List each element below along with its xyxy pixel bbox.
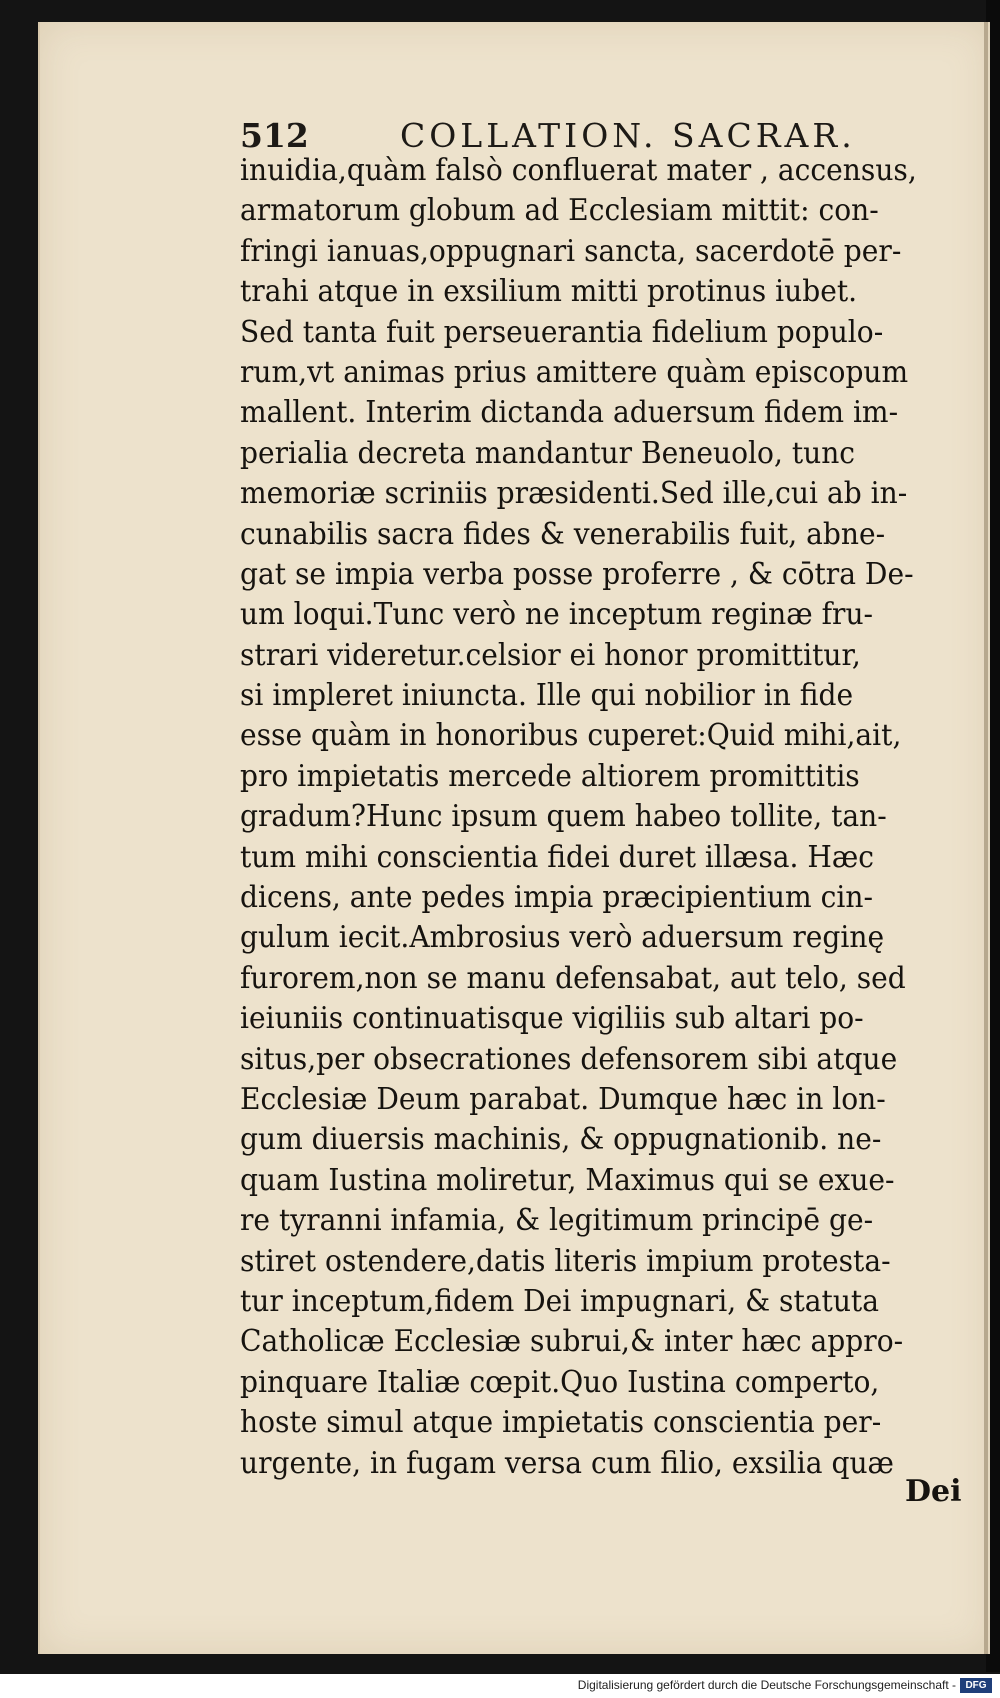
running-title: COLLATION. SACRAR. <box>400 116 856 155</box>
text-line: Ecclesiæ Deum parabat. Dumque hæc in lon- <box>240 1081 886 1116</box>
text-line: gulum iecit.Ambrosius verò aduersum reginę <box>240 920 885 955</box>
text-line: pro impietatis mercede altiorem promittitis <box>240 758 860 793</box>
text-line: strari videretur.celsior ei honor promittitur, <box>240 637 861 672</box>
text-line: memoriæ scriniis præsidenti.Sed ille,cui ab in- <box>240 476 908 511</box>
text-line: gradum?Hunc ipsum quem habeo tollite, tan- <box>240 799 887 834</box>
text-line: ieiuniis continuatisque vigiliis sub altari po- <box>240 1001 864 1036</box>
text-line: esse quàm in honoribus cuperet:Quid mihi,ait, <box>240 718 902 753</box>
page-edge <box>984 22 988 1654</box>
text-line: mallent. Interim dictanda aduersum fidem im- <box>240 395 899 430</box>
text-line: gat se impia verba posse proferre , & cōtra De- <box>240 556 914 591</box>
text-line: perialia decreta mandantur Beneuolo, tunc <box>240 435 856 470</box>
text-line: tur inceptum,fidem Dei impugnari, & statuta <box>240 1283 879 1318</box>
text-line: cunabilis sacra fides & venerabilis fuit, abne- <box>240 516 886 551</box>
page-number: 512 <box>240 116 309 155</box>
text-line: quam Iustina moliretur, Maximus qui se exue- <box>240 1162 895 1197</box>
text-line: trahi atque in exsilium mitti protinus iubet. <box>240 274 858 309</box>
text-line: hoste simul atque impietatis conscientia per- <box>240 1405 882 1440</box>
text-line: um loqui.Tunc verò ne inceptum reginæ fru- <box>240 597 874 632</box>
text-line: situs,per obsecrationes defensorem sibi atque <box>240 1041 898 1076</box>
text-line: inuidia,quàm falsò confluerat mater , accensus, <box>240 153 917 187</box>
text-line: furorem,non se manu defensabat, aut telo, sed <box>240 960 906 995</box>
text-line: urgente, in fugam versa cum filio, exsilia quæ <box>240 1445 894 1480</box>
text-line: armatorum globum ad Ecclesiam mittit: con- <box>240 193 879 228</box>
catchword: Dei <box>905 1474 962 1509</box>
footer-credit: Digitalisierung gefördert durch die Deutsche Forschungsgemeinschaft - <box>577 1678 956 1692</box>
text-line: tum mihi conscientia fidei duret illæsa. Hæc <box>240 839 875 874</box>
text-line: rum,vt animas prius amittere quàm episcopum <box>240 354 909 389</box>
text-line: Catholicæ Ecclesiæ subrui,& inter hæc appro- <box>240 1324 904 1359</box>
text-line: Sed tanta fuit perseuerantia fidelium populo- <box>240 314 884 349</box>
body-text <box>240 150 980 1483</box>
text-line: re tyranni infamia, & legitimum principē ge- <box>240 1203 874 1238</box>
text-line: stiret ostendere,datis literis impium protesta- <box>240 1243 891 1278</box>
digitization-footer <box>0 1674 1000 1698</box>
text-line: pinquare Italiæ cœpit.Quo Iustina comperto, <box>240 1364 880 1399</box>
text-line: fringi ianuas,oppugnari sancta, sacerdotē per- <box>240 233 902 268</box>
text-line: dicens, ante pedes impia præcipientium cin- <box>240 880 873 915</box>
text-line: gum diuersis machinis, & oppugnationib. ne- <box>240 1122 882 1157</box>
dfg-logo: DFG <box>960 1678 992 1693</box>
text-line: si impleret iniuncta. Ille qui nobilior in fide <box>240 678 854 713</box>
